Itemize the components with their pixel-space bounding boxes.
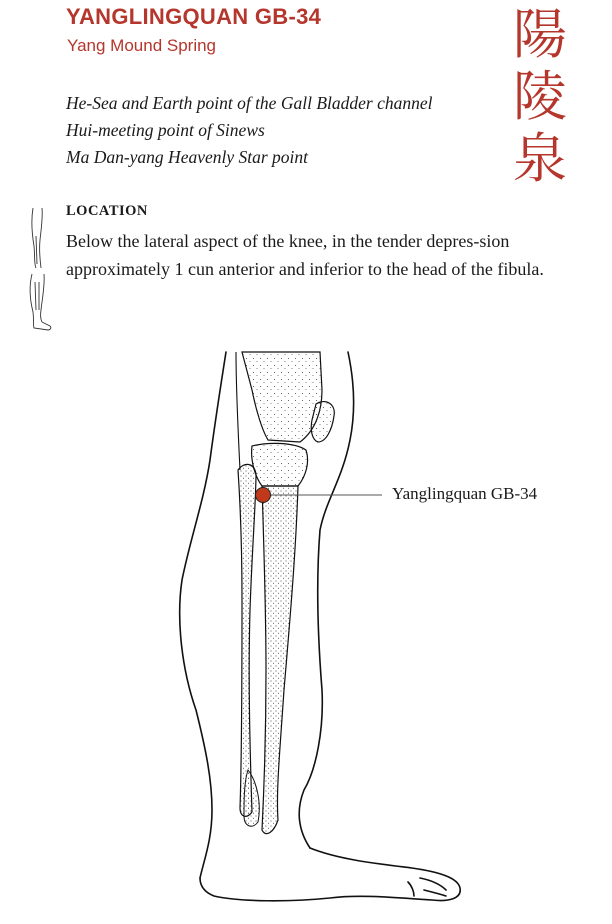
leg-thumbnail-icon	[24, 206, 56, 334]
femur	[242, 352, 322, 442]
chinese-character: 陽	[513, 3, 567, 66]
leg-illustration	[0, 350, 612, 924]
tibia-head	[252, 443, 308, 486]
point-subtitle: Yang Mound Spring	[67, 36, 217, 55]
patella	[311, 402, 334, 442]
point-title: YANGLINGQUAN GB-34	[66, 4, 322, 29]
fibula	[238, 464, 256, 816]
property-line: Hui-meeting point of Sinews	[66, 120, 265, 140]
tibia	[262, 486, 298, 834]
location-heading: LOCATION	[66, 203, 148, 219]
foot-outline	[200, 848, 460, 901]
property-line: He-Sea and Earth point of the Gall Bladder channel	[66, 93, 433, 113]
acupoint-marker	[256, 488, 271, 503]
chinese-characters	[505, 4, 575, 190]
malleolus	[244, 770, 259, 826]
chinese-character: 泉	[513, 127, 567, 190]
chinese-character: 陵	[513, 65, 567, 128]
property-line: Ma Dan-yang Heavenly Star point	[66, 147, 309, 167]
point-properties	[66, 90, 432, 171]
acupoint-label: Yanglingquan GB-34	[392, 484, 538, 503]
location-description: Below the lateral aspect of the knee, in the tender depres-sion approximately 1 cun anterior and inferior to the head of the fibula.	[66, 231, 544, 279]
leg-outline-front	[180, 352, 226, 878]
